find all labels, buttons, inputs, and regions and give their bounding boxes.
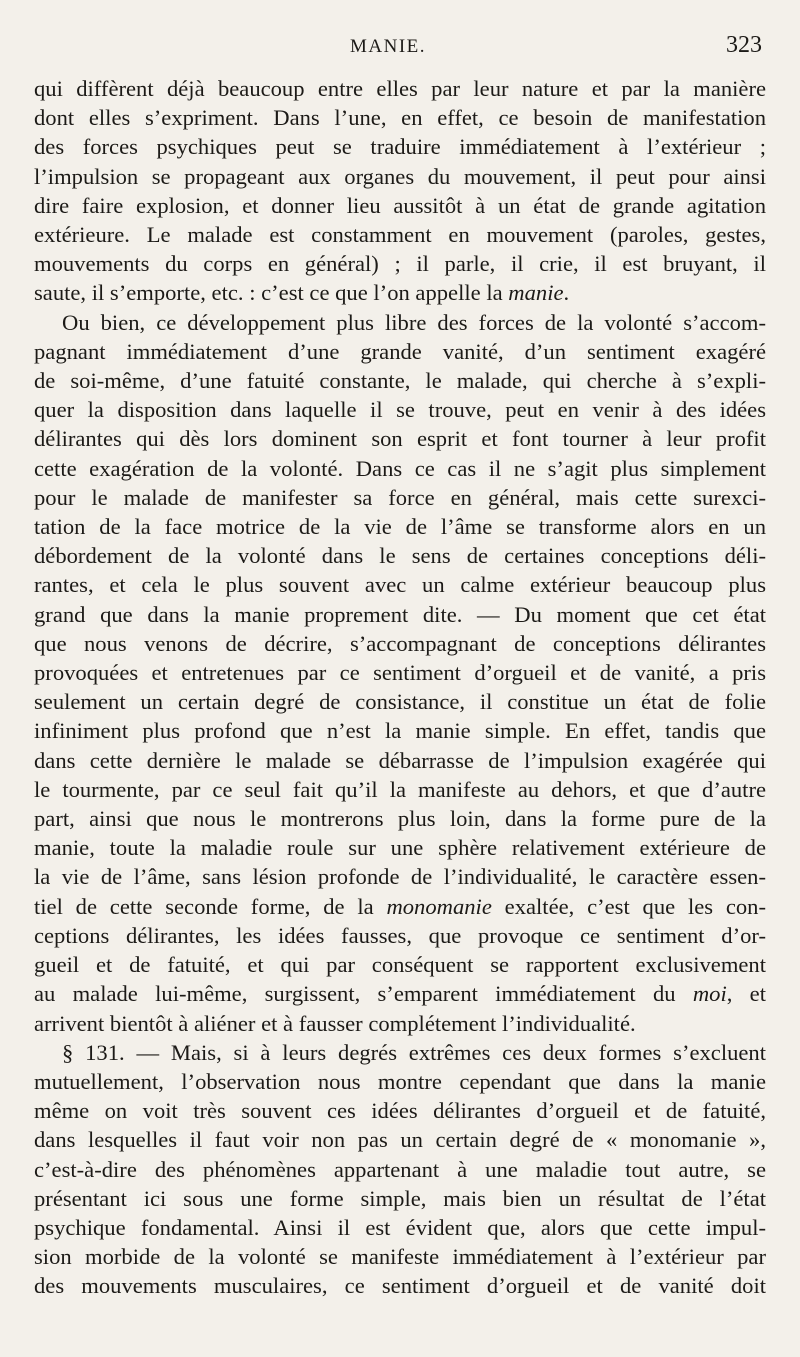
text-line [34, 570, 766, 599]
text-line [34, 541, 766, 570]
text-run: part, ainsi que nous le montrerons plus loin, dans la forme pure de la [34, 806, 766, 832]
text-run: qui diffèrent déjà beaucoup entre elles par leur nature et par la manière [34, 76, 766, 101]
text-line [34, 1125, 766, 1154]
text-line [34, 833, 766, 862]
text-run: dont elles s’expriment. Dans l’une, en effet, ce besoin de manifestation [34, 105, 766, 131]
text-run: . [563, 280, 570, 306]
text-run: au malade lui-même, surgissent, s’emparent immédiatement du [34, 981, 693, 1007]
text-run: sion morbide de la volonté se manifeste immédiatement à l’extérieur par [34, 1244, 766, 1270]
text-line [34, 395, 766, 424]
text-run: infiniment plus profond que n’est la manie simple. En effet, tandis que [34, 718, 766, 744]
text-line [34, 1067, 766, 1096]
text-run: des mouvements musculaires, ce sentiment d’orgueil et de vanité doit [34, 1273, 766, 1299]
italic-term: manie [508, 280, 564, 306]
text-run: délirantes qui dès lors dominent son esprit et font tourner à leur profit [34, 426, 766, 452]
text-line [34, 804, 766, 833]
text-run: mouvements du corps en général) ; il parle, il crie, il est bruyant, il [34, 251, 766, 277]
text-run: que nous venons de décrire, s’accompagnant de conceptions délirantes [34, 630, 766, 656]
text-run: grand que dans la manie proprement dite. — Du moment que cet état [34, 601, 766, 627]
text-line [34, 278, 766, 307]
text-line [34, 74, 766, 103]
text-line [34, 921, 766, 950]
text-line [34, 1213, 766, 1242]
text-line [34, 687, 766, 716]
text-line [34, 716, 766, 745]
italic-term: monomanie [386, 893, 492, 919]
text-line [34, 1271, 766, 1300]
text-run: dans lesquelles il faut voir non pas un certain degré de « monomanie », [34, 1127, 766, 1153]
text-run: manie, toute la maladie roule sur une sphère relativement extérieure de [34, 835, 766, 861]
paragraph [34, 308, 766, 1038]
text-line [34, 512, 766, 541]
text-run: arrivent bientôt à aliéner et à fausser complétement l’individualité. [34, 1010, 636, 1036]
text-run: § 131. — Mais, si à leurs degrés extrêmes ces deux formes s’excluent [62, 1039, 766, 1065]
text-run: rantes, et cela le plus souvent avec un calme extérieur beaucoup plus [34, 572, 766, 598]
text-line [34, 1009, 766, 1038]
text-run: présentant ici sous une forme simple, mais bien un résultat de l’état [34, 1185, 766, 1211]
text-line [34, 600, 766, 629]
text-run: des forces psychiques peut se traduire immédiatement à l’extérieur ; [34, 134, 766, 160]
text-run: tiel de cette seconde forme, de la [34, 893, 387, 919]
text-line [34, 483, 766, 512]
text-line [34, 191, 766, 220]
text-run: même on voit très souvent ces idées délirantes d’orgueil et de fatuité, [34, 1098, 766, 1124]
text-line [34, 1242, 766, 1271]
running-title: MANIE. [350, 36, 427, 57]
paragraph [34, 1038, 766, 1301]
text-run: cette exagération de la volonté. Dans ce cas il ne s’agit plus simplement [34, 455, 766, 481]
text-run: psychique fondamental. Ainsi il est évident que, alors que cette impul- [34, 1214, 766, 1240]
text-line [34, 162, 766, 191]
text-line [34, 132, 766, 161]
text-run: gueil et de fatuité, et qui par conséquent se rapportent exclusivement [34, 952, 766, 978]
text-run: Ou bien, ce développement plus libre des forces de la volonté s’accom- [62, 309, 766, 335]
text-run: provoquées et entretenues par ce sentiment d’orgueil et de vanité, a pris [34, 660, 766, 686]
text-run: seulement un certain degré de consistance, il constitue un état de folie [34, 689, 766, 715]
text-line [34, 979, 766, 1008]
text-line [34, 249, 766, 278]
text-run: pagnant immédiatement d’une grande vanité, d’un sentiment exagéré [34, 338, 766, 364]
page-header [0, 30, 800, 70]
text-line [34, 1155, 766, 1184]
text-run: l’impulsion se propageant aux organes du mouvement, il peut pour ainsi [34, 163, 766, 189]
text-line [34, 366, 766, 395]
paragraph [34, 74, 766, 308]
text-line [34, 220, 766, 249]
text-line [34, 1096, 766, 1125]
text-run: pour le malade de manifester sa force en général, mais cette surexci- [34, 484, 766, 510]
text-run: mutuellement, l’observation nous montre cependant que dans la manie [34, 1068, 766, 1094]
text-line [34, 424, 766, 453]
text-run: saute, il s’emporte, etc. : c’est ce que l’on appelle la [34, 280, 509, 306]
text-line [34, 892, 766, 921]
text-run: dans cette dernière le malade se débarrasse de l’impulsion exagérée qui [34, 747, 766, 773]
text-run: de soi-même, d’une fatuité constante, le malade, qui cherche à s’expli- [34, 368, 766, 394]
text-run: le tourmente, par ce seul fait qu’il la manifeste au dehors, et que d’autre [34, 776, 766, 802]
text-run: extérieure. Le malade est constamment en mouvement (paroles, gestes, [34, 222, 766, 248]
page-number: 323 [726, 32, 762, 58]
text-run: la vie de l’âme, sans lésion profonde de l’individualité, le caractère essen- [34, 864, 766, 890]
text-line [34, 950, 766, 979]
text-line [34, 746, 766, 775]
italic-term: moi [692, 981, 727, 1007]
text-line [34, 862, 766, 891]
text-line [34, 337, 766, 366]
text-run: tation de la face motrice de la vie de l’âme se transforme alors en un [34, 514, 766, 540]
text-run: ceptions délirantes, les idées fausses, que provoque ce sentiment d’or- [34, 922, 766, 948]
text-line [34, 103, 766, 132]
text-line [34, 629, 766, 658]
text-line [34, 308, 766, 337]
text-line [34, 454, 766, 483]
text-run: , et [726, 981, 766, 1007]
text-line [34, 775, 766, 804]
text-line [34, 1038, 766, 1067]
text-run: c’est-à-dire des phénomènes appartenant à une maladie tout autre, se [34, 1156, 766, 1182]
text-run: dire faire explosion, et donner lieu aussitôt à un état de grande agitation [34, 192, 766, 218]
text-run: quer la disposition dans laquelle il se trouve, peut en venir à des idées [34, 397, 766, 423]
text-line [34, 1184, 766, 1213]
text-run: exaltée, c’est que les con- [491, 893, 767, 919]
text-run: débordement de la volonté dans le sens de certaines conceptions déli- [34, 543, 766, 569]
text-line [34, 658, 766, 687]
body-text [34, 74, 766, 1301]
